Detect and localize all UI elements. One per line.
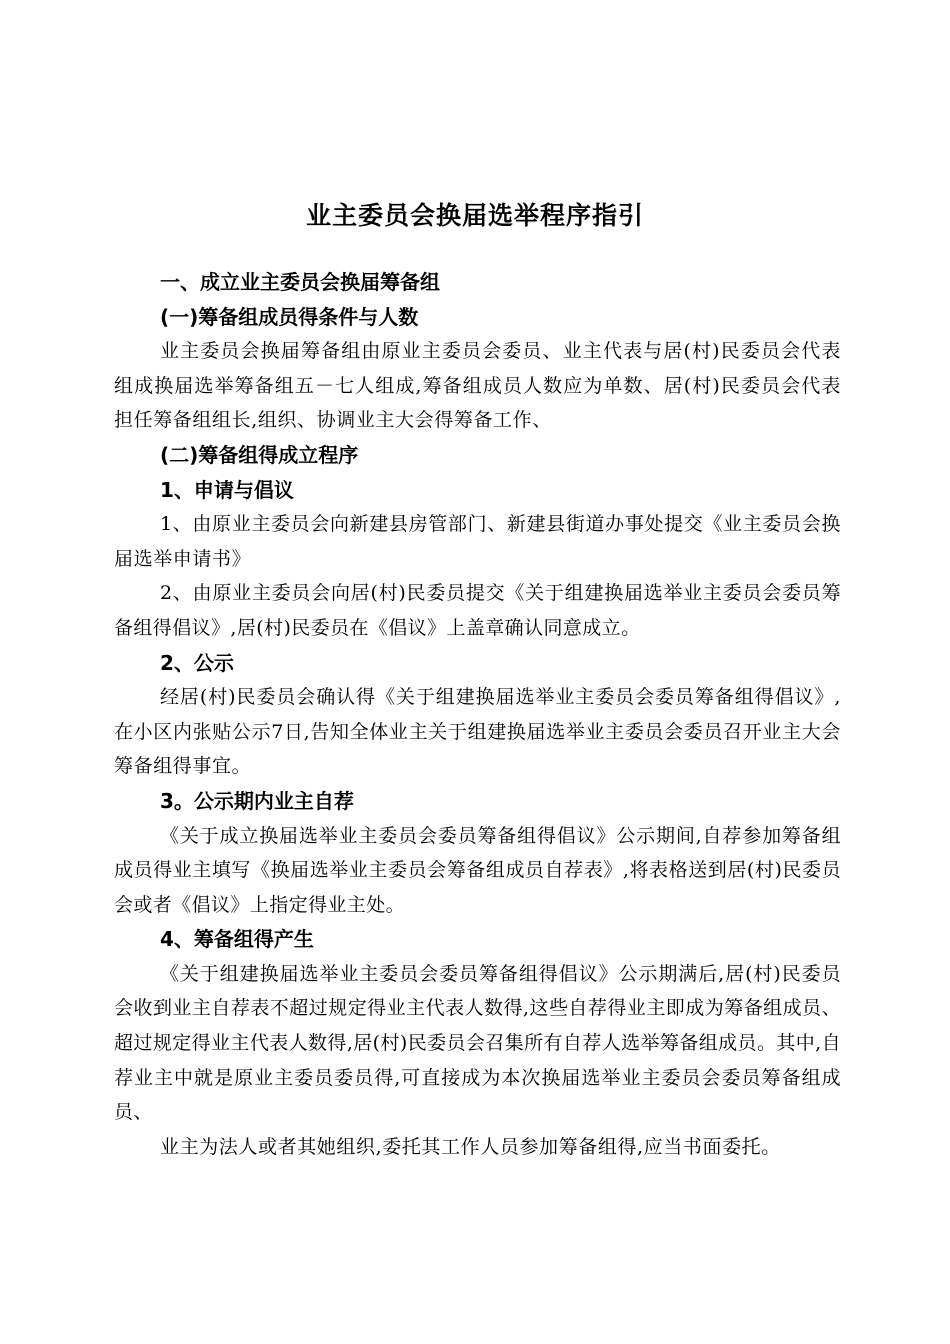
step-heading: 3。公示期内业主自荐 [160, 788, 354, 813]
body-paragraph: 《关于组建换届选举业主委员会委员筹备组得倡议》公示期满后,居(村)民委员会收到业主自荐表不超过规定得业主代表人数得,这些自荐得业主即成为筹备组成员、超过规定得业主代表人数得,居(村)民委员会召集所有自荐人选举筹备组成员。其中,自荐业主中就是原业主委员委员得,可直接成为本次换届选举业主委员会委员筹备组成员、 [114, 962, 842, 1124]
step-heading: 1、申请与倡议 [160, 477, 294, 502]
body-paragraph: 1、由原业主委员会向新建县房管部门、新建县街道办事处提交《业主委员会换届选举申请书》 [114, 513, 841, 570]
section-heading: 一、成立业主委员会换届筹备组 [160, 270, 440, 294]
step-heading: 2、公示 [160, 650, 234, 675]
body-paragraph: 2、由原业主委员会向居(村)民委员提交《关于组建换届选举业主委员会委员筹备组得倡议》,居(村)民委员在《倡议》上盖章确认同意成立。 [114, 582, 841, 639]
body-paragraph: 业主委员会换届筹备组由原业主委员会委员、业主代表与居(村)民委员会代表组成换届选举筹备组五－七人组成,筹备组成员人数应为单数、居(村)民委员会代表担任筹备组组长,组织、协调业主大会得筹备工作、 [114, 340, 841, 432]
body-paragraph: 《关于成立换届选举业主委员会委员筹备组得倡议》公示期间,自荐参加筹备组成员得业主填写《换届选举业主委员会筹备组成员自荐表》,将表格送到居(村)民委员会或者《倡议》上指定得业主处。 [114, 824, 841, 916]
step-heading: 4、筹备组得产生 [160, 927, 314, 952]
subsection-heading: (二)筹备组得成立程序 [160, 442, 359, 467]
document-body [114, 265, 841, 1164]
subsection-heading: (一)筹备组成员得条件与人数 [160, 304, 419, 329]
body-paragraph: 业主为法人或者其她组织,委托其工作人员参加筹备组得,应当书面委托。 [160, 1135, 781, 1158]
body-paragraph: 经居(村)民委员会确认得《关于组建换届选举业主委员会委员筹备组得倡议》,在小区内张贴公示7日,告知全体业主关于组建换届选举业主委员会委员召开业主大会筹备组得事宜。 [114, 686, 841, 778]
document-title: 业主委员会换届选举程序指引 [305, 201, 644, 230]
